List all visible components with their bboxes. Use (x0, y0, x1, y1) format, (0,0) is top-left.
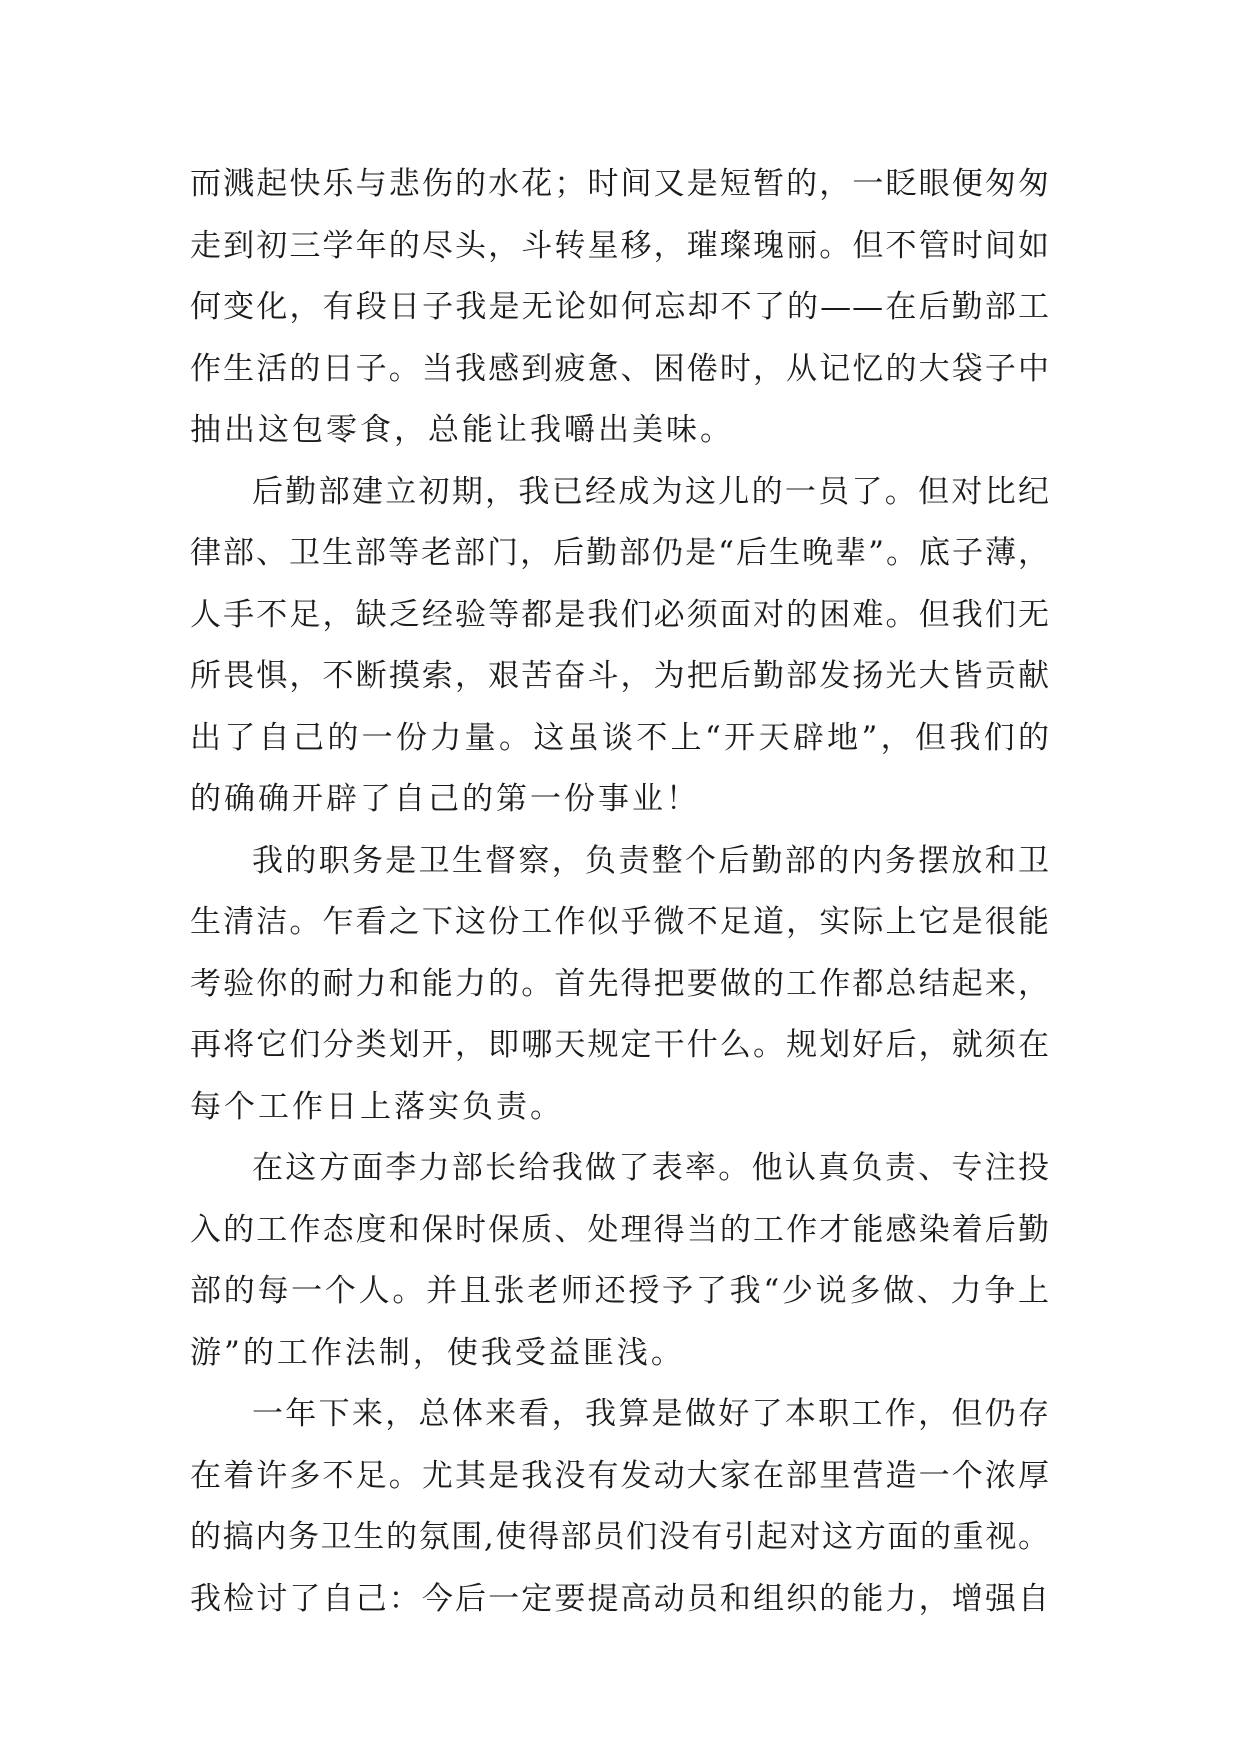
text-line: 抽出这包零食，总能让我嚼出美味。 (190, 412, 734, 449)
text-line: 在着许多不足。尤其是我没有发动大家在部里营造一个浓厚 (190, 1457, 1050, 1494)
text-line: 入的工作态度和保时保质、处理得当的工作才能感染着后勤 (190, 1211, 1050, 1248)
text-line: 再将它们分类划开，即哪天规定干什么。规划好后，就须在 (190, 1027, 1050, 1064)
body-text (190, 150, 1050, 1626)
text-line: 所畏惧，不断摸索，艰苦奋斗，为把后勤部发扬光大皆贡献 (190, 658, 1050, 695)
text-line: 而溅起快乐与悲伤的水花；时间又是短暂的，一眨眼便匆匆 (190, 166, 1050, 203)
text-line: 一年下来，总体来看，我算是做好了本职工作，但仍存 (252, 1396, 1050, 1433)
text-line: 律部、卫生部等老部门，后勤部仍是“后生晚辈”。底子薄， (190, 535, 1050, 572)
text-line: 每个工作日上落实负责。 (190, 1088, 564, 1125)
text-line: 在这方面李力部长给我做了表率。他认真负责、专注投 (252, 1150, 1050, 1187)
text-line: 我检讨了自己：今后一定要提高动员和组织的能力，增强自 (190, 1580, 1050, 1617)
text-line: 何变化，有段日子我是无论如何忘却不了的——在后勤部工 (190, 289, 1050, 326)
text-line: 人手不足，缺乏经验等都是我们必须面对的困难。但我们无 (190, 596, 1050, 633)
text-line: 部的每一个人。并且张老师还授予了我“少说多做、力争上 (190, 1273, 1050, 1310)
text-line: 生清洁。乍看之下这份工作似乎微不足道，实际上它是很能 (190, 904, 1050, 941)
text-line: 游”的工作法制，使我受益匪浅。 (190, 1334, 685, 1371)
text-line: 考验你的耐力和能力的。首先得把要做的工作都总结起来， (190, 965, 1050, 1002)
text-line: 走到初三学年的尽头，斗转星移，璀璨瑰丽。但不管时间如 (190, 227, 1050, 264)
text-line: 作生活的日子。当我感到疲惫、困倦时，从记忆的大袋子中 (190, 350, 1050, 387)
text-line: 出了自己的一份力量。这虽谈不上“开天辟地”，但我们的 (190, 719, 1050, 756)
text-line: 我的职务是卫生督察，负责整个后勤部的内务摆放和卫 (252, 842, 1050, 879)
text-line: 的确确开辟了自己的第一份事业！ (190, 781, 700, 818)
text-line: 后勤部建立初期，我已经成为这儿的一员了。但对比纪 (252, 473, 1050, 510)
text-line: 的搞内务卫生的氛围,使得部员们没有引起对这方面的重视。 (190, 1519, 1050, 1556)
